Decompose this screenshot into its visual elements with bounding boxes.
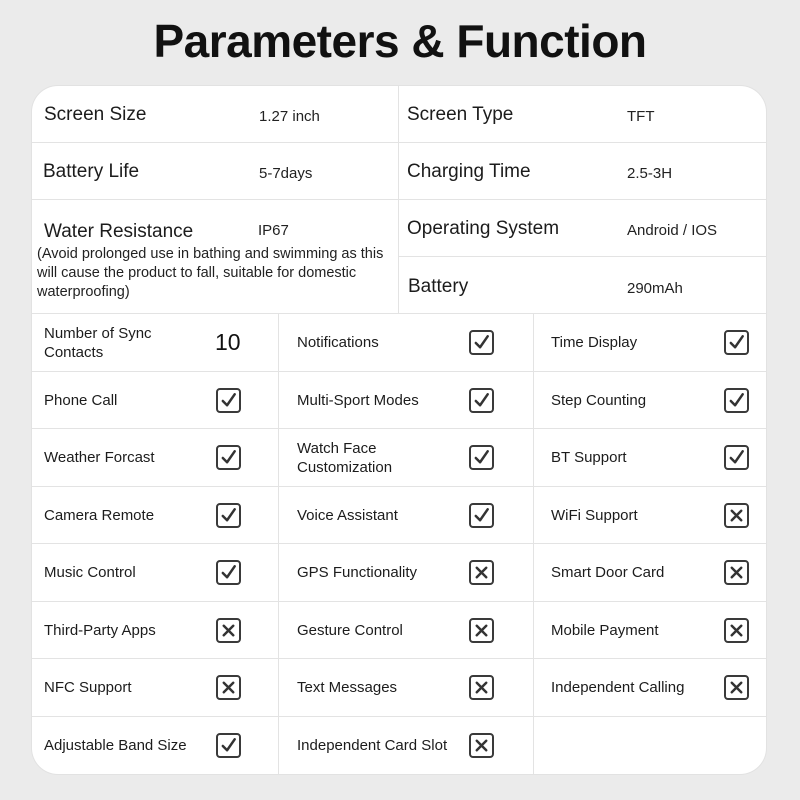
feature-label: Phone Call xyxy=(44,391,118,409)
feature-cell-voice-assistant xyxy=(279,487,534,545)
feature-cell-phone-call xyxy=(32,372,279,430)
feature-label: Adjustable Band Size xyxy=(44,736,187,754)
feature-cell-gps-functionality xyxy=(279,544,534,602)
param-value: 1.27 inch xyxy=(259,108,320,125)
feature-label: Voice Assistant xyxy=(297,506,398,524)
param-cell-battery-life xyxy=(32,143,399,200)
feature-label: Watch Face Customization xyxy=(297,440,393,476)
feature-cell-bt-support xyxy=(534,429,766,487)
param-label: Screen Size xyxy=(44,104,147,125)
param-value: IP67 xyxy=(258,222,289,239)
feature-cell-independent-card-slot xyxy=(279,717,534,775)
feature-label: Multi-Sport Modes xyxy=(297,391,419,409)
param-value: TFT xyxy=(627,108,655,125)
cross-icon xyxy=(724,618,749,643)
checkmark-icon xyxy=(216,560,241,585)
checkmark-icon xyxy=(469,330,494,355)
checkmark-icon xyxy=(724,330,749,355)
feature-cell-text-messages xyxy=(279,659,534,717)
feature-cell-music-control xyxy=(32,544,279,602)
checkmark-icon xyxy=(216,445,241,470)
param-value: 2.5-3H xyxy=(627,165,673,182)
param-value: 5-7days xyxy=(259,165,313,182)
param-label: Operating System xyxy=(407,218,560,239)
param-label: Charging Time xyxy=(407,161,531,182)
feature-label: Music Control xyxy=(44,564,136,581)
param-value: Android / IOS xyxy=(627,222,718,239)
feature-label: Number of Sync Contacts xyxy=(44,325,152,361)
param-label: Battery xyxy=(408,276,469,297)
checkmark-icon xyxy=(469,503,494,528)
feature-cell-multi-sport-modes xyxy=(279,372,534,430)
param-cell-charging-time xyxy=(399,143,766,200)
feature-cell-number-of-sync-contacts xyxy=(32,314,279,372)
feature-label: Camera Remote xyxy=(44,506,155,524)
feature-label: BT Support xyxy=(551,449,627,466)
feature-label: Time Display xyxy=(551,334,638,351)
feature-label: Weather Forcast xyxy=(44,449,155,466)
feature-label: Step Counting xyxy=(551,391,647,409)
feature-label: WiFi Support xyxy=(551,506,638,524)
param-label: Water Resistance xyxy=(44,221,194,242)
cross-icon xyxy=(469,618,494,643)
feature-cell-step-counting xyxy=(534,372,766,430)
checkmark-icon xyxy=(216,733,241,758)
feature-label: Mobile Payment xyxy=(551,621,659,639)
feature-cell-third-party-apps xyxy=(32,602,279,660)
feature-value: 10 xyxy=(215,329,241,355)
cross-icon xyxy=(216,618,241,643)
checkmark-icon xyxy=(216,388,241,413)
param-label: Battery Life xyxy=(43,161,140,182)
feature-cell-weather-forcast xyxy=(32,429,279,487)
feature-label: Independent Calling xyxy=(551,679,685,696)
checkmark-icon xyxy=(216,503,241,528)
feature-cell-gesture-control xyxy=(279,602,534,660)
feature-label: Independent Card Slot xyxy=(297,736,448,754)
checkmark-icon xyxy=(469,388,494,413)
param-note: (Avoid prolonged use in bathing and swimming as this will cause the product to fall, suitable for domestic waterproofing) xyxy=(37,246,384,300)
feature-cell-wifi-support xyxy=(534,487,766,545)
feature-label: NFC Support xyxy=(44,679,132,696)
feature-label: GPS Functionality xyxy=(297,564,418,581)
param-cell-water-resistance xyxy=(32,200,399,314)
checkmark-icon xyxy=(469,445,494,470)
cross-icon xyxy=(469,675,494,700)
feature-cell-nfc-support xyxy=(32,659,279,717)
cross-icon xyxy=(469,733,494,758)
param-label: Screen Type xyxy=(407,104,514,125)
feature-cell-adjustable-band-size xyxy=(32,717,279,775)
param-value: 290mAh xyxy=(627,280,683,297)
feature-label: Gesture Control xyxy=(297,621,403,639)
feature-cell-camera-remote xyxy=(32,487,279,545)
page-title: Parameters & Function xyxy=(153,15,647,67)
param-cell-operating-system xyxy=(399,200,766,257)
feature-cell-smart-door-card xyxy=(534,544,766,602)
param-cell-battery xyxy=(399,257,766,314)
feature-cell-time-display xyxy=(534,314,766,372)
cross-icon xyxy=(216,675,241,700)
param-cell-screen-type xyxy=(399,86,766,143)
param-cell-screen-size xyxy=(32,86,399,143)
feature-cell-notifications xyxy=(279,314,534,372)
cross-icon xyxy=(724,503,749,528)
feature-label: Notifications xyxy=(297,334,379,351)
feature-label: Third-Party Apps xyxy=(44,621,156,639)
feature-label: Smart Door Card xyxy=(551,564,665,581)
feature-cell-mobile-payment xyxy=(534,602,766,660)
checkmark-icon xyxy=(724,445,749,470)
checkmark-icon xyxy=(724,388,749,413)
cross-icon xyxy=(724,675,749,700)
feature-cell-independent-calling xyxy=(534,659,766,717)
spec-card xyxy=(32,86,766,774)
feature-cell-watch-face-customization xyxy=(279,429,534,487)
cross-icon xyxy=(469,560,494,585)
feature-label: Text Messages xyxy=(297,679,398,696)
cross-icon xyxy=(724,560,749,585)
